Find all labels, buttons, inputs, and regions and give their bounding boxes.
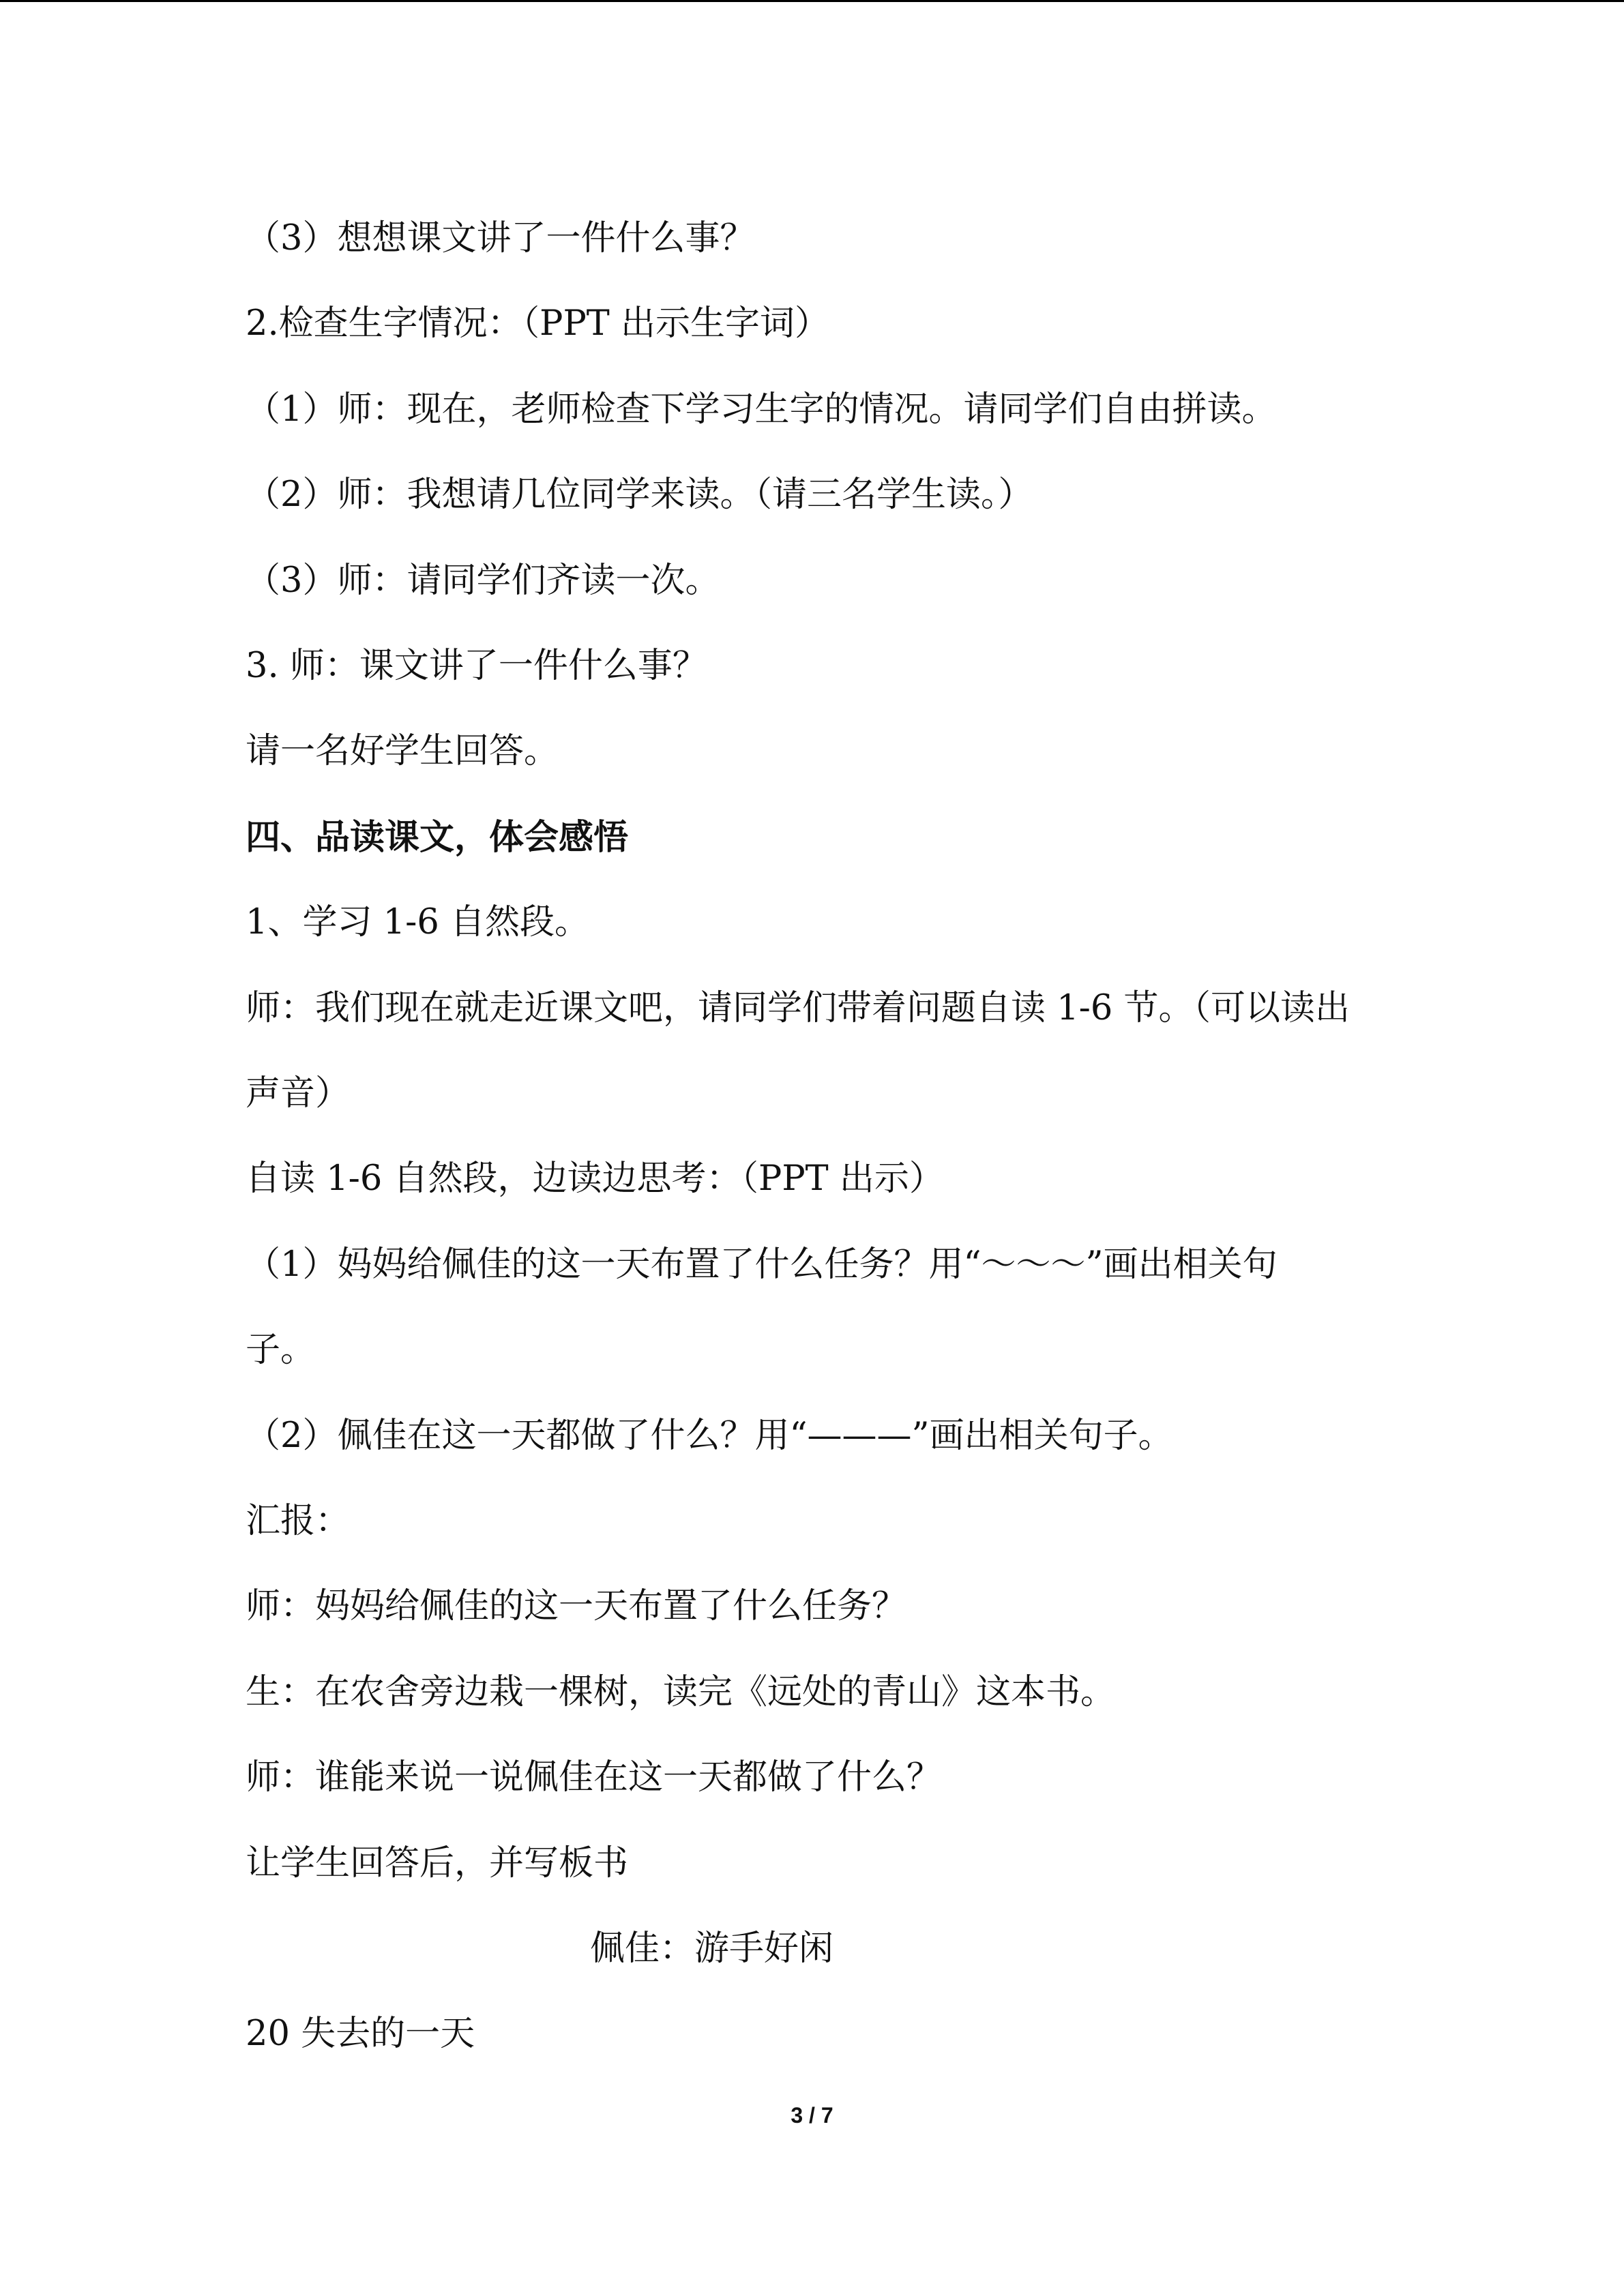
text-line: 请一名好学生回答。 (246, 731, 559, 771)
text-line: 让学生回答后，并写板书 (246, 1843, 629, 1883)
section-heading: 四、品读课文，体会感悟 (246, 817, 629, 858)
top-border-line (0, 0, 1624, 2)
text-line: 汇报： (246, 1501, 351, 1541)
blackboard-text: 佩佳：游手好闲 (590, 1928, 834, 1969)
text-line: （1）妈妈给佩佳的这一天布置了什么任务？用“～～～”画出相关句 (246, 1244, 1278, 1285)
text-line: 师：妈妈给佩佳的这一天布置了什么任务？ (246, 1586, 907, 1626)
text-line: 声音） (246, 1073, 351, 1114)
text-line: 师：谁能来说一说佩佳在这一天都做了什么？ (246, 1757, 942, 1798)
text-line: （3）师：请同学们齐读一次。 (246, 561, 720, 601)
text-line: 1、学习 1-6 自然段。 (246, 902, 589, 942)
text-line: （2）师：我想请几位同学来读。（请三名学生读。） (246, 475, 1033, 515)
text-line: （2）佩佳在这一天都做了什么？用“———”画出相关句子。 (246, 1416, 1173, 1456)
text-line: 20 失去的一天 (246, 2014, 475, 2054)
text-line: 子。 (246, 1330, 316, 1370)
text-line: （1）师：现在，老师检查下学习生字的情况。请同学们自由拼读。 (246, 389, 1277, 430)
text-line: 师：我们现在就走近课文吧，请同学们带着问题自读 1-6 节。（可以读出 (246, 988, 1350, 1028)
page-number: 3 / 7 (791, 2103, 833, 2128)
text-line: 生：在农舍旁边栽一棵树，读完《远处的青山》这本书。 (246, 1672, 1116, 1712)
text-line: 2.检查生字情况：（PPT 出示生字词） (246, 303, 830, 344)
text-line: 3. 师：课文讲了一件什么事？ (246, 646, 707, 686)
text-line: （3）想想课文讲了一件什么事？ (246, 218, 755, 258)
text-line: 自读 1-6 自然段，边读边思考：（PPT 出示） (246, 1159, 944, 1199)
